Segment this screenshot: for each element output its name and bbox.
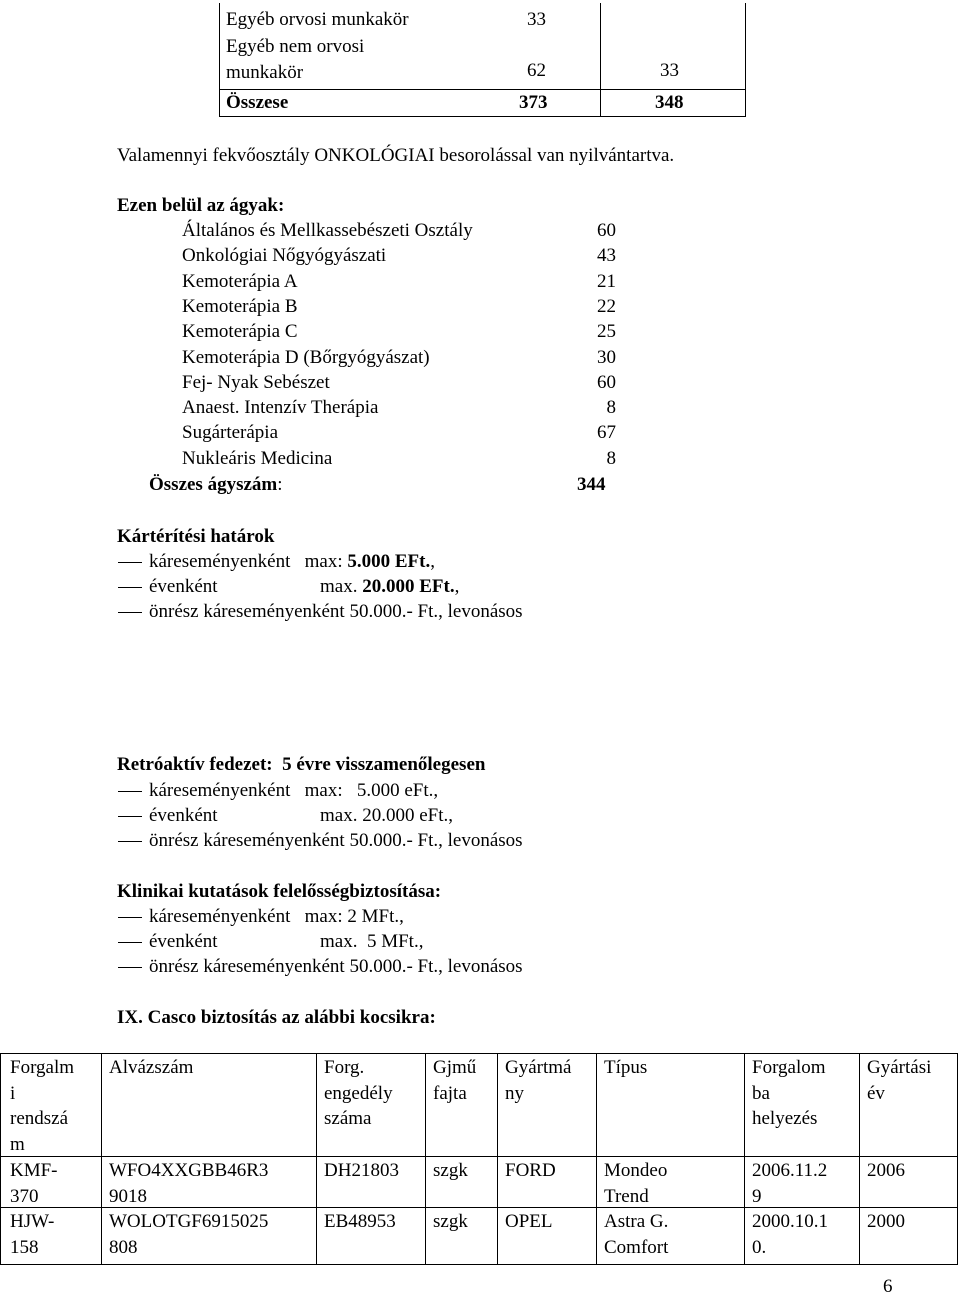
limits-line-3: önrész káreseményenként 50.000.- Ft., levonásos — [149, 601, 523, 622]
cars-data-cell: Mondeo Trend — [604, 1160, 668, 1207]
beds-heading: Ezen belül az ágyak: — [117, 195, 285, 216]
cars-data-cell: szgk — [433, 1211, 468, 1232]
limits-line-2-amount — [320, 576, 459, 598]
bed-ward-name: Fej- Nyak Sebészet — [182, 371, 330, 393]
cars-data-cell: DH21803 — [324, 1160, 399, 1181]
bed-ward-count: 21 — [597, 270, 616, 292]
clinical-line-3: önrész káreseményenként 50.000.- Ft., levonásos — [149, 956, 523, 977]
cars-header-cell: Forgalom ba helyezés — [752, 1057, 826, 1129]
cars-data-cell: szgk — [433, 1160, 468, 1181]
bed-ward-count: 43 — [597, 245, 616, 267]
cars-header-cell: Forgalm i rendszá m — [10, 1057, 75, 1155]
bed-ward-count: 67 — [597, 422, 616, 444]
bed-ward-count: 30 — [597, 346, 616, 368]
staff-table — [219, 3, 746, 117]
cars-header-cell: Alvázszám — [109, 1057, 194, 1078]
bed-ward-name: Anaest. Intenzív Therápia — [182, 397, 379, 419]
beds-total-value: 344 — [577, 474, 606, 495]
bed-ward-name: Kemoterápia A — [182, 270, 298, 292]
staff-total-value: 373 — [519, 92, 548, 113]
bed-ward-name: Általános és Mellkassebészeti Osztály — [182, 220, 473, 241]
bed-ward-name: Kemoterápia C — [182, 321, 298, 343]
retro-line-1: káreseményenként max: 5.000 eFt., — [149, 780, 439, 801]
cars-data-cell: FORD — [505, 1160, 556, 1181]
cars-data-cell: WFO4XXGBB46R3 9018 — [109, 1160, 269, 1207]
beds-total-colon: : — [277, 474, 283, 495]
bed-ward-name: Kemoterápia D (Bőrgyógyászat) — [182, 346, 430, 368]
staff-row-2-value2: 33 — [660, 60, 679, 81]
cars-table — [0, 1053, 958, 1265]
cars-header-cell: Gyártmá ny — [505, 1057, 572, 1104]
clinical-line-2-amount: max. 5 MFt., — [320, 931, 424, 952]
cars-header-cell: Gjmű fajta — [433, 1057, 477, 1104]
bed-ward-count: 25 — [597, 321, 616, 343]
bed-ward-count: 22 — [597, 295, 616, 317]
staff-row-2-label: Egyéb nem orvosi munkakör — [226, 36, 365, 83]
cars-header-cell: Típus — [604, 1057, 648, 1078]
cars-data-cell: HJW- 158 — [10, 1211, 55, 1258]
staff-row-2-value: 62 — [527, 60, 546, 81]
cars-data-cell: KMF- 370 — [10, 1160, 58, 1207]
staff-row-1-value: 33 — [527, 9, 546, 30]
limits-l1-amount: 5.000 EFt. — [347, 551, 431, 572]
retro-line-2-amount: max. 20.000 eFt., — [320, 805, 453, 826]
staff-total-value2: 348 — [655, 92, 684, 113]
cars-data-cell: 2006.11.2 9 — [752, 1160, 828, 1207]
cars-header-cell: Gyártási év — [867, 1057, 932, 1104]
clinical-line-2-label: évenként — [149, 931, 218, 952]
limits-l2-value: 20.000 EFt. — [362, 576, 455, 597]
oncology-sentence: Valamennyi fekvőosztály ONKOLÓGIAI besorolással van nyilvántartva. — [117, 145, 675, 166]
beds-total-text: Összes ágyszám — [149, 474, 278, 495]
cars-data-cell: OPEL — [505, 1211, 553, 1232]
limits-l2-comma: , — [454, 576, 460, 597]
staff-total-label: Összese — [226, 92, 289, 113]
limits-l1-comma: , — [430, 551, 435, 572]
bed-ward-count: 60 — [597, 371, 616, 393]
cars-data-cell: 2000 — [867, 1211, 905, 1232]
cars-data-cell: 2006 — [867, 1160, 905, 1181]
limits-line-1 — [149, 551, 435, 573]
bed-ward-name: Sugárterápia — [182, 422, 279, 444]
retro-heading: Retróaktív fedezet: 5 évre visszamenőlegesen — [117, 754, 486, 775]
cars-data-cell: 2000.10.1 0. — [752, 1211, 828, 1258]
bed-ward-count: 60 — [597, 220, 616, 241]
bed-ward-name: Nukleáris Medicina — [182, 447, 333, 469]
beds-total-label — [149, 474, 283, 496]
clinical-heading: Klinikai kutatások felelősségbiztosítása: — [117, 881, 442, 902]
cars-header-cell: Forg. engedély száma — [324, 1057, 393, 1129]
cars-data-cell: EB48953 — [324, 1211, 396, 1232]
bed-ward-count: 8 — [606, 397, 616, 419]
retro-line-2-label: évenként — [149, 805, 218, 826]
retro-line-3: önrész káreseményenként 50.000.- Ft., levonásos — [149, 830, 523, 851]
bed-ward-count: 8 — [606, 447, 616, 469]
clinical-line-1: káreseményenként max: 2 MFt., — [149, 906, 404, 927]
limits-l2-max: max. — [320, 576, 363, 597]
bed-ward-name: Onkológiai Nőgyógyászati — [182, 245, 387, 267]
limits-heading: Kártérítési határok — [117, 526, 275, 547]
limits-l1-text: káreseményenként max: — [149, 551, 348, 572]
bed-ward-name: Kemoterápia B — [182, 295, 298, 317]
cars-data-cell: Astra G. Comfort — [604, 1211, 669, 1258]
page-number: 6 — [883, 1276, 893, 1297]
casco-heading: IX. Casco biztosítás az alábbi kocsikra: — [117, 1007, 436, 1028]
limits-line-2-label: évenként — [149, 576, 218, 597]
cars-data-cell: WOLOTGF6915025 808 — [109, 1211, 269, 1258]
staff-row-1-label: Egyéb orvosi munkakör — [226, 9, 409, 30]
